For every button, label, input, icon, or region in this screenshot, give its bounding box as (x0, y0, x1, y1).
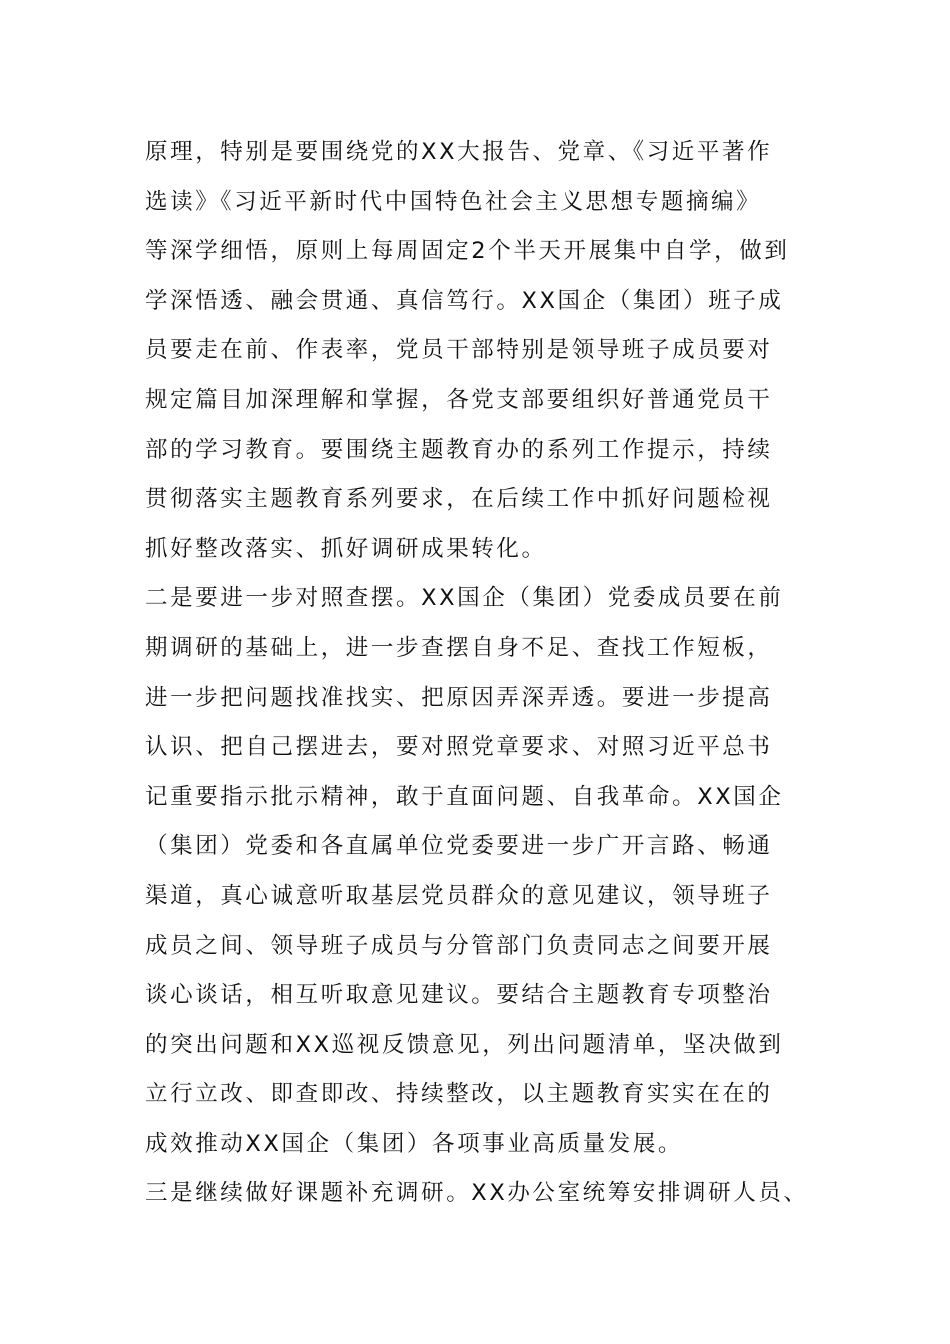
text-line: 部的学习教育。要围绕主题教育办的系列工作提示，持续 (145, 436, 773, 463)
text-line: （集团）党委和各直属单位党委要进一步广开言路、畅通 (145, 833, 773, 860)
paragraph-heading-line: 三是继续做好课题补充调研。XX办公室统筹安排调研人员、 (145, 1180, 809, 1207)
text-line: 选读》《习近平新时代中国特色社会主义思想专题摘编》 (145, 188, 762, 215)
text-line: 成员之间、领导班子成员与分管部门负责同志之间要开展 (145, 932, 773, 959)
body-text (145, 128, 810, 1219)
text-line: 的突出问题和XX巡视反馈意见，列出问题清单，坚决做到 (145, 1031, 784, 1058)
text-line: 原理，特别是要围绕党的XX大报告、党章、《习近平著作 (145, 139, 773, 165)
text-line: 记重要指示批示精神，敢于直面问题、自我革命。XX国企 (145, 783, 784, 810)
paragraph-heading-line: 二是要进一步对照查摆。XX国企（集团）党委成员要在前 (145, 585, 784, 612)
text-line: 谈心谈话，相互听取意见建议。要结合主题教育专项整治 (145, 982, 773, 1009)
text-line: 等深学细悟，原则上每周固定2个半天开展集中自学，做到 (145, 238, 790, 265)
text-line: 认识、把自己摆进去，要对照党章要求、对照习近平总书 (145, 734, 773, 761)
text-line: 进一步把问题找准找实、把原因弄深弄透。要进一步提高 (145, 684, 773, 711)
text-line: 抓好整改落实、抓好调研成果转化。 (145, 535, 547, 562)
text-line: 成效推动XX国企（集团）各项事业高质量发展。 (145, 1130, 684, 1157)
text-line: 学深悟透、融会贯通、真信笃行。XX国企（集团）班子成 (145, 287, 784, 314)
text-line: 贯彻落实主题教育系列要求，在后续工作中抓好问题检视 (145, 486, 773, 513)
text-line: 员要走在前、作表率，党员干部特别是领导班子成员要对 (145, 337, 773, 364)
text-line: 立行立改、即查即改、持续整改，以主题教育实实在在的 (145, 1081, 773, 1108)
text-line: 渠道，真心诚意听取基层党员群众的意见建议，领导班子 (145, 882, 773, 909)
text-line: 规定篇目加深理解和掌握，各党支部要组织好普通党员干 (145, 386, 773, 413)
text-line: 期调研的基础上，进一步查摆自身不足、查找工作短板， (145, 634, 773, 661)
